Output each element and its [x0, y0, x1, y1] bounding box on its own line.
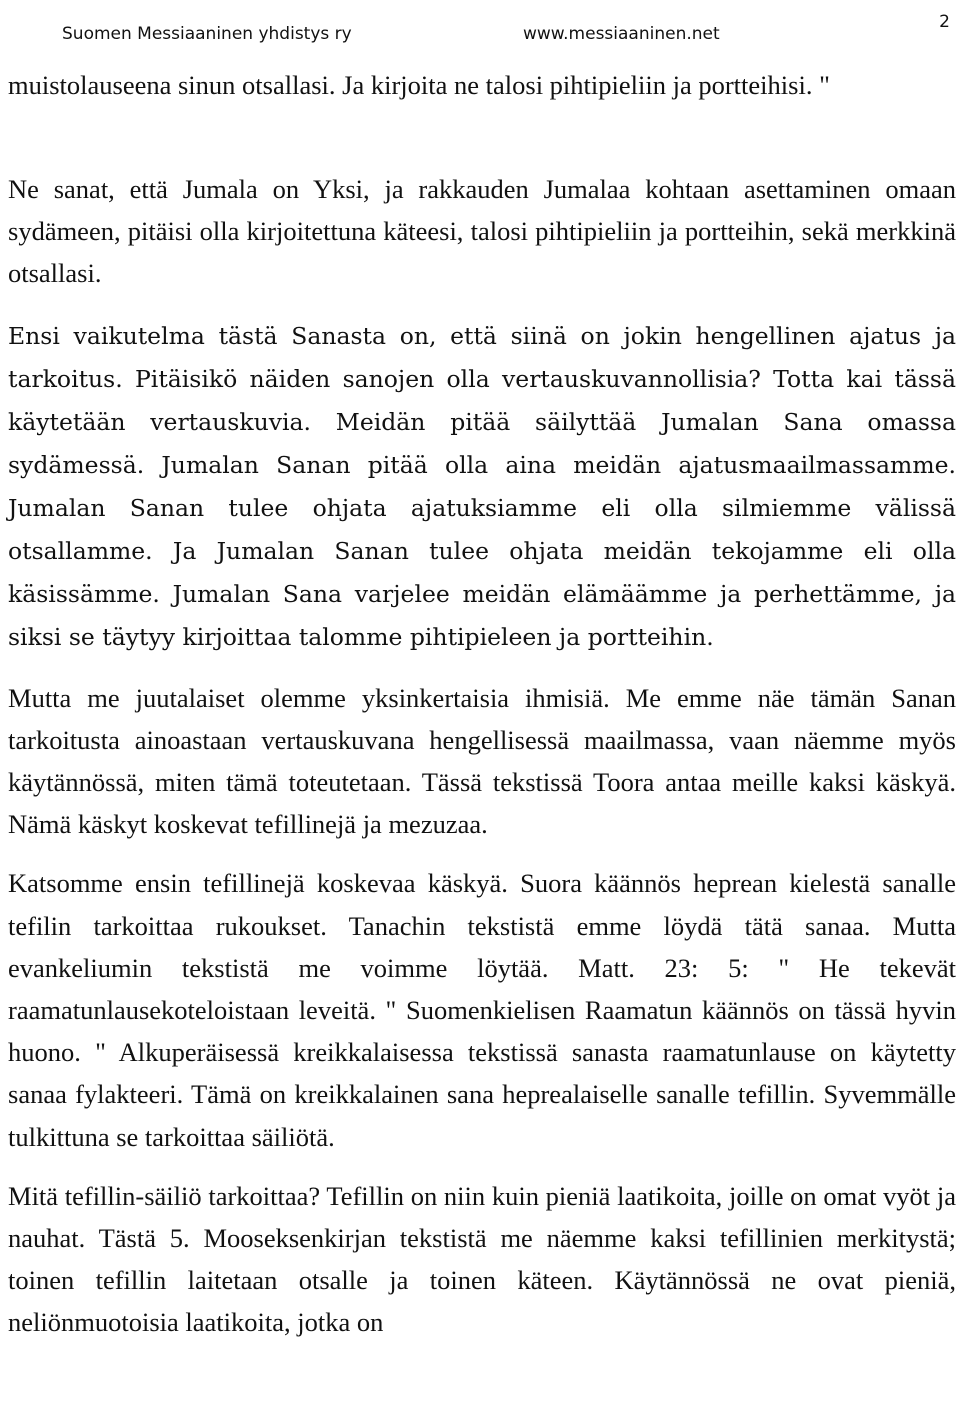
paragraph: Katsomme ensin tefillinejä koskevaa käskyä. Suora käännös heprean kielestä sanalle tefilin tarkoittaa rukoukset. Tanachin tekstistä emme löydä tätä sanaa. Mutta evankeliumin tekstistä me voimme löytää. Matt. 23: 5: " He tekevät raamatunlausekoteloistaan leveitä. " Suomenkielisen Raamatun käännös on tässä hyvin huono. " Alkuperäisessä kreikkalaisessa tekstissä sanasta raamatunlause on käytetty sanaa fylakteeri. Tämä on kreikkalainen sana heprealaiselle sanalle tefillin. Syvemmälle tulkittuna se tarkoittaa säiliötä.: [8, 868, 956, 1152]
page-header: [62, 12, 950, 48]
paragraph: Mutta me juutalaiset olemme yksinkertaisia ihmisiä. Me emme näe tämän Sanan tarkoitusta ainoastaan vertauskuvana hengellisessä maailmassa, vaan näemme myös käytännössä, miten tämä toteutetaan. Tässä tekstissä Toora antaa meille kaksi käskyä. Nämä käskyt koskevat tefillinejä ja mezuzaa.: [8, 682, 956, 840]
page-number: 2: [939, 12, 950, 32]
organization-name: Suomen Messiaaninen yhdistys ry: [62, 24, 352, 44]
document-body: [8, 64, 956, 1344]
paragraph: Mitä tefillin-säiliö tarkoittaa? Tefillin on niin kuin pieniä laatikoita, joille on omat vyöt ja nauhat. Tästä 5. Mooseksenkirjan tekstistä me näemme kaksi tefillinien merkitystä; toinen tefillin laitetaan otsalle ja toinen käteen. Käytännössä ne ovat pieniä, neliönmuotoisia laatikoita, jotka on: [8, 1180, 956, 1338]
paragraph: Ne sanat, että Jumala on Yksi, ja rakkauden Jumalaa kohtaan asettaminen omaan sydämeen, pitäisi olla kirjoitettuna käteesi, talosi pihtipieliin ja portteihin, sekä merkkinä otsallasi.: [8, 174, 956, 289]
paragraph-continuation: muistolauseena sinun otsallasi. Ja kirjoita ne talosi pihtipieliin ja portteihisi. ": [8, 70, 830, 100]
website-url: www.messiaaninen.net: [523, 24, 720, 44]
paragraph: Ensi vaikutelma tästä Sanasta on, että siinä on jokin hengellinen ajatus ja tarkoitus. Pitäisikö näiden sanojen olla vertauskuvannollisia? Totta kai tässä käytetään vertauskuvia. Meidän pitää säilyttää Jumalan Sana omassa sydämessä. Jumalan Sanan pitää olla aina meidän ajatusmaailmassamme. Jumalan Sanan tulee ohjata ajatuksiamme eli olla silmiemme välissä otsallamme. Ja Jumalan Sanan tulee ohjata meidän tekojamme eli olla käsissämme. Jumalan Sana varjelee meidän elämäämme ja perhettämme, ja siksi se täytyy kirjoittaa talomme pihtipieleen ja portteihin.: [8, 321, 956, 651]
